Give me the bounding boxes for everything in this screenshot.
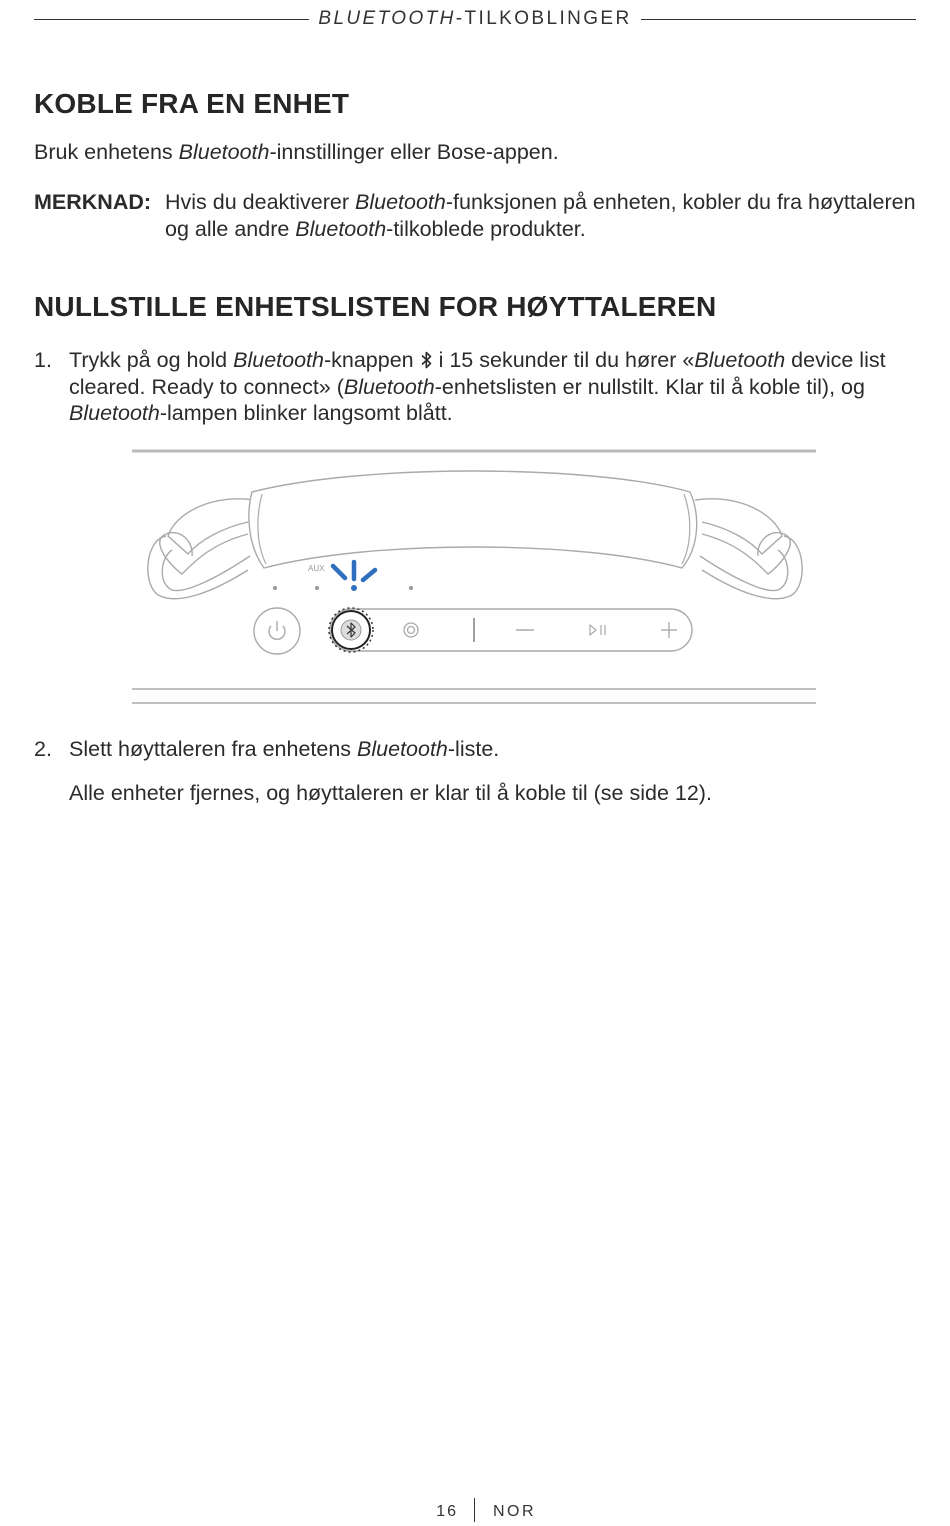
other-light — [409, 586, 413, 590]
note-text-2: -funksjonen på enheten, kobler du fra høyttaleren og alle andre — [165, 190, 916, 241]
speaker-strap — [249, 471, 697, 568]
step-2-number: 2. — [34, 737, 52, 761]
step1-t3: i 15 sekunder til du hører « — [432, 348, 695, 372]
heading-disconnect: KOBLE FRA EN ENHET — [34, 88, 350, 119]
heading-reset-list: NULLSTILLE ENHETSLISTEN FOR HØYTTALEREN — [34, 291, 717, 322]
body-italic: Bluetooth — [178, 140, 270, 164]
control-panel — [330, 609, 692, 651]
disconnect-body — [34, 139, 559, 166]
body-text-end: -innstillinger eller Bose-appen. — [269, 140, 559, 164]
body-text: Bruk enhetens — [34, 140, 179, 164]
note-block — [34, 189, 924, 242]
header-title — [309, 8, 640, 30]
step-2 — [34, 736, 924, 763]
step2-t2: -liste. — [447, 737, 500, 761]
note-text-3: -tilkoblede produkter. — [386, 216, 586, 241]
handle-right-upper — [695, 499, 782, 554]
page-footer — [0, 1498, 950, 1526]
handle-left-loop — [160, 533, 248, 574]
step2-i1: Bluetooth — [357, 737, 448, 761]
blink-ray-left — [333, 566, 345, 578]
step1-t6: -lampen blinker langsomt blått. — [159, 401, 453, 425]
speaker-illustration — [130, 444, 820, 706]
step1-i2: Bluetooth — [694, 348, 786, 372]
blink-ray-right — [363, 570, 375, 580]
step1-t2: -knappen — [323, 348, 420, 372]
footer-separator — [474, 1498, 475, 1522]
handle-left-inner — [162, 550, 250, 591]
step1-t5: -enhetslisten er nullstilt. Klar til å koble til), og — [434, 374, 865, 399]
step1-i4: Bluetooth — [69, 401, 160, 425]
note-label: MERKNAD: — [34, 190, 152, 214]
handle-right-inner — [700, 550, 788, 591]
step-1-number: 1. — [34, 348, 52, 372]
step-2-text — [69, 736, 924, 763]
language-code: NOR — [493, 1503, 537, 1520]
handle-right-loop — [702, 533, 790, 574]
header-rule-right — [641, 19, 916, 20]
note-text — [165, 189, 924, 242]
bluetooth-light — [351, 585, 357, 591]
step1-t4: device list cleared. Ready to connect» ( — [69, 348, 886, 399]
step-2-followup: Alle enheter fjernes, og høyttaleren er klar til å koble til (se side 12). — [69, 781, 712, 805]
step-1 — [34, 347, 924, 427]
note-text-1: Hvis du deaktiverer — [165, 190, 355, 214]
aux-label: AUX — [308, 564, 325, 573]
handle-left-upper — [168, 499, 255, 554]
aux-light — [315, 586, 319, 590]
step-1-text — [69, 347, 924, 427]
bluetooth-icon — [420, 350, 433, 370]
header-rule-left — [34, 19, 309, 20]
note-italic-2: Bluetooth — [295, 216, 387, 241]
header-title-rest: -TILKOBLINGER — [455, 8, 632, 29]
header-title-italic: BLUETOOTH — [318, 8, 456, 29]
step1-i1: Bluetooth — [233, 348, 324, 372]
note-italic-1: Bluetooth — [355, 190, 446, 214]
step1-i3: Bluetooth — [343, 374, 435, 399]
step2-t1: Slett høyttaleren fra enhetens — [69, 737, 358, 761]
page-header — [34, 6, 916, 32]
page-number: 16 — [436, 1503, 458, 1520]
battery-light — [273, 586, 277, 590]
step1-t1: Trykk på og hold — [69, 348, 234, 372]
bluetooth-light-blinking — [333, 562, 375, 591]
